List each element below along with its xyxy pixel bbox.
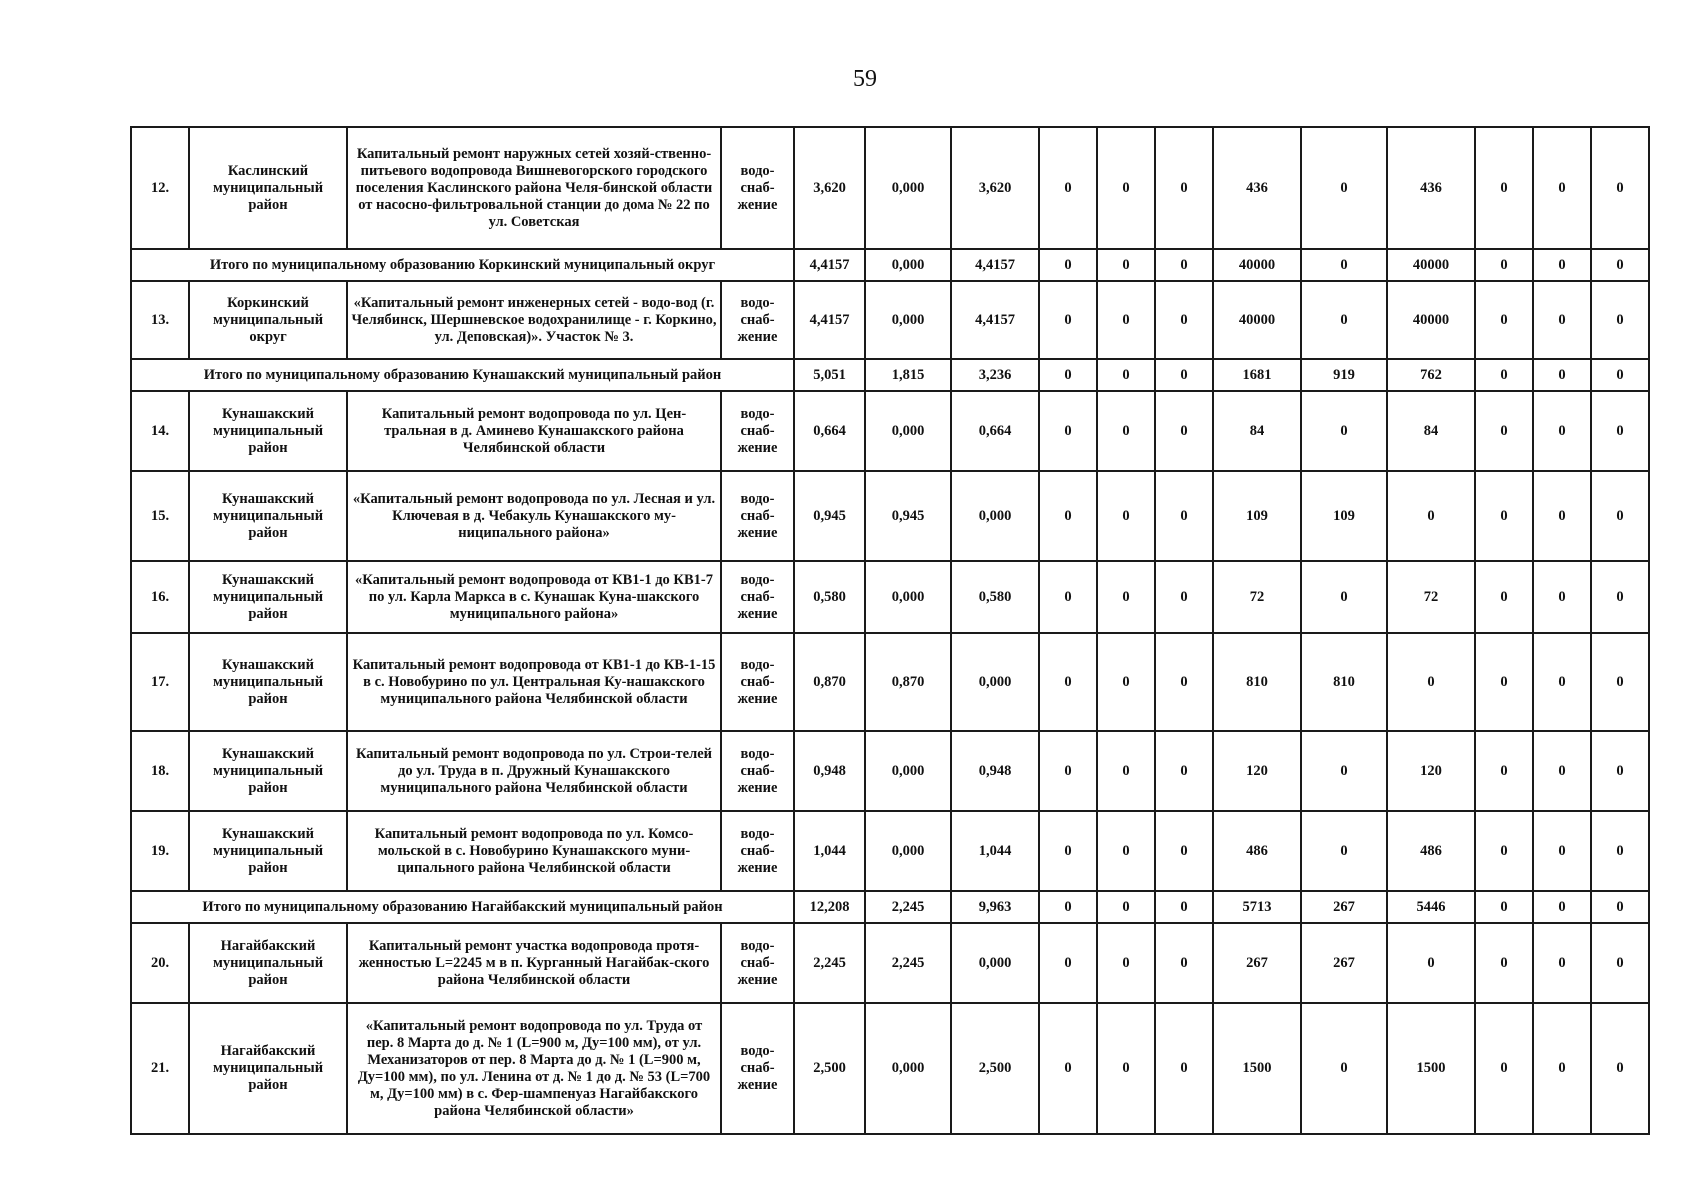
value-cell: 0 (1097, 359, 1155, 391)
municipality-name: Кунашакский муниципальный район (189, 811, 347, 891)
project-description: Капитальный ремонт водопровода по ул. Строи-телей до ул. Труда в п. Дружный Кунашакского муниципального района Челябинской области (347, 731, 721, 811)
value-cell: 0,870 (865, 633, 951, 731)
municipality-name: Каслинский муниципальный район (189, 127, 347, 249)
value-cell: 1681 (1213, 359, 1301, 391)
value-cell: 84 (1387, 391, 1475, 471)
infrastructure-type: водо-снаб-жение (721, 281, 794, 359)
value-cell: 0 (1155, 391, 1213, 471)
value-cell: 0 (1301, 731, 1387, 811)
table-row (131, 1003, 1649, 1134)
table-row (131, 561, 1649, 633)
value-cell: 40000 (1213, 281, 1301, 359)
value-cell: 0 (1039, 249, 1097, 281)
value-cell: 0,000 (865, 281, 951, 359)
infrastructure-type: водо-снаб-жение (721, 127, 794, 249)
infrastructure-type: водо-снаб-жение (721, 923, 794, 1003)
infrastructure-type: водо-снаб-жение (721, 471, 794, 561)
municipality-name: Кунашакский муниципальный район (189, 471, 347, 561)
value-cell: 0 (1591, 471, 1649, 561)
value-cell: 1500 (1213, 1003, 1301, 1134)
value-cell: 0 (1591, 249, 1649, 281)
municipality-name: Нагайбакский муниципальный район (189, 1003, 347, 1134)
value-cell: 0,580 (794, 561, 865, 633)
value-cell: 0 (1301, 281, 1387, 359)
value-cell: 0 (1475, 249, 1533, 281)
value-cell: 0 (1155, 281, 1213, 359)
value-cell: 267 (1213, 923, 1301, 1003)
value-cell: 0 (1155, 891, 1213, 923)
municipality-name: Кунашакский муниципальный район (189, 561, 347, 633)
value-cell: 0 (1533, 471, 1591, 561)
value-cell: 0 (1097, 811, 1155, 891)
value-cell: 0 (1591, 127, 1649, 249)
value-cell: 0 (1533, 359, 1591, 391)
value-cell: 267 (1301, 891, 1387, 923)
value-cell: 0 (1097, 561, 1155, 633)
value-cell: 1500 (1387, 1003, 1475, 1134)
value-cell: 40000 (1387, 281, 1475, 359)
value-cell: 0 (1591, 923, 1649, 1003)
row-number: 17. (131, 633, 189, 731)
value-cell: 0 (1039, 633, 1097, 731)
total-row (131, 249, 1649, 281)
value-cell: 0 (1155, 359, 1213, 391)
municipality-name: Кунашакский муниципальный район (189, 633, 347, 731)
value-cell: 0 (1097, 281, 1155, 359)
value-cell: 0 (1387, 923, 1475, 1003)
value-cell: 5713 (1213, 891, 1301, 923)
value-cell: 0 (1591, 391, 1649, 471)
value-cell: 0 (1039, 281, 1097, 359)
value-cell: 0 (1533, 731, 1591, 811)
table-row (131, 127, 1649, 249)
value-cell: 486 (1213, 811, 1301, 891)
value-cell: 0 (1533, 633, 1591, 731)
infrastructure-type: водо-снаб-жение (721, 561, 794, 633)
value-cell: 0 (1039, 1003, 1097, 1134)
table-row (131, 811, 1649, 891)
municipality-name: Кунашакский муниципальный район (189, 731, 347, 811)
municipality-name: Нагайбакский муниципальный район (189, 923, 347, 1003)
value-cell: 0 (1097, 471, 1155, 561)
value-cell: 486 (1387, 811, 1475, 891)
page-number: 59 (853, 66, 877, 92)
table-row (131, 281, 1649, 359)
value-cell: 0 (1533, 923, 1591, 1003)
value-cell: 0,945 (794, 471, 865, 561)
value-cell: 0 (1039, 891, 1097, 923)
value-cell: 3,620 (794, 127, 865, 249)
value-cell: 0 (1097, 249, 1155, 281)
value-cell: 120 (1213, 731, 1301, 811)
value-cell: 0 (1301, 249, 1387, 281)
value-cell: 3,620 (951, 127, 1039, 249)
value-cell: 810 (1301, 633, 1387, 731)
value-cell: 40000 (1387, 249, 1475, 281)
total-label: Итого по муниципальному образованию Коркинский муниципальный округ (131, 249, 794, 281)
row-number: 18. (131, 731, 189, 811)
value-cell: 0,000 (951, 471, 1039, 561)
total-label: Итого по муниципальному образованию Кунашакский муниципальный район (131, 359, 794, 391)
value-cell: 0 (1039, 359, 1097, 391)
value-cell: 0,000 (951, 633, 1039, 731)
infrastructure-type: водо-снаб-жение (721, 1003, 794, 1134)
value-cell: 0 (1475, 923, 1533, 1003)
value-cell: 436 (1387, 127, 1475, 249)
project-description: Капитальный ремонт водопровода от КВ1-1 до КВ-1-15 в с. Новобурино по ул. Центральная Ку-нашакского муниципального района Челябинской области (347, 633, 721, 731)
value-cell: 0 (1301, 391, 1387, 471)
value-cell: 810 (1213, 633, 1301, 731)
value-cell: 0 (1301, 561, 1387, 633)
value-cell: 0 (1301, 1003, 1387, 1134)
value-cell: 0 (1475, 127, 1533, 249)
value-cell: 0 (1591, 811, 1649, 891)
program-table (130, 126, 1650, 1135)
value-cell: 0 (1387, 471, 1475, 561)
value-cell: 436 (1213, 127, 1301, 249)
value-cell: 0 (1475, 891, 1533, 923)
value-cell: 0 (1533, 281, 1591, 359)
value-cell: 0 (1533, 249, 1591, 281)
value-cell: 0 (1591, 891, 1649, 923)
value-cell: 0,000 (865, 391, 951, 471)
value-cell: 0 (1591, 359, 1649, 391)
value-cell: 0 (1475, 811, 1533, 891)
value-cell: 0,000 (865, 811, 951, 891)
value-cell: 120 (1387, 731, 1475, 811)
value-cell: 0 (1533, 391, 1591, 471)
value-cell: 0 (1155, 249, 1213, 281)
value-cell: 0 (1155, 127, 1213, 249)
value-cell: 0 (1097, 391, 1155, 471)
table-row (131, 471, 1649, 561)
table-row (131, 391, 1649, 471)
value-cell: 0,948 (794, 731, 865, 811)
value-cell: 0,945 (865, 471, 951, 561)
table-row (131, 923, 1649, 1003)
value-cell: 72 (1387, 561, 1475, 633)
value-cell: 0,664 (794, 391, 865, 471)
value-cell: 0 (1475, 1003, 1533, 1134)
value-cell: 2,245 (794, 923, 865, 1003)
value-cell: 0 (1475, 561, 1533, 633)
value-cell: 0 (1155, 471, 1213, 561)
row-number: 21. (131, 1003, 189, 1134)
value-cell: 0 (1039, 471, 1097, 561)
value-cell: 1,044 (794, 811, 865, 891)
value-cell: 0 (1475, 633, 1533, 731)
value-cell: 84 (1213, 391, 1301, 471)
value-cell: 0 (1591, 1003, 1649, 1134)
value-cell: 0 (1475, 471, 1533, 561)
value-cell: 0,000 (865, 127, 951, 249)
table-row (131, 731, 1649, 811)
value-cell: 0,000 (865, 561, 951, 633)
value-cell: 0,948 (951, 731, 1039, 811)
value-cell: 0 (1475, 391, 1533, 471)
value-cell: 1,815 (865, 359, 951, 391)
project-description: «Капитальный ремонт водопровода по ул. Труда от пер. 8 Марта до д. № 1 (L=900 м, Ду=100 мм), от ул. Механизаторов от пер. 8 Марта до д. № 1 (L=900 м, Ду=100 мм), по ул. Ленина от д. № 1 до д. № 53 (L=700 м, Ду=100 мм) в с. Фер-шампенуаз Нагайбакского района Челябинской области» (347, 1003, 721, 1134)
value-cell: 12,208 (794, 891, 865, 923)
row-number: 12. (131, 127, 189, 249)
value-cell: 0 (1097, 633, 1155, 731)
value-cell: 0 (1097, 923, 1155, 1003)
value-cell: 0 (1039, 811, 1097, 891)
value-cell: 0 (1155, 923, 1213, 1003)
value-cell: 0 (1155, 561, 1213, 633)
value-cell: 0 (1301, 127, 1387, 249)
value-cell: 0,000 (865, 731, 951, 811)
value-cell: 109 (1301, 471, 1387, 561)
project-description: «Капитальный ремонт инженерных сетей - водо-вод (г. Челябинск, Шершневское водохранилище - г. Коркино, ул. Деповская)». Участок № 3. (347, 281, 721, 359)
value-cell: 0 (1039, 127, 1097, 249)
value-cell: 919 (1301, 359, 1387, 391)
total-row (131, 891, 1649, 923)
value-cell: 4,4157 (794, 249, 865, 281)
value-cell: 0 (1475, 359, 1533, 391)
value-cell: 0 (1533, 811, 1591, 891)
value-cell: 0 (1039, 391, 1097, 471)
value-cell: 0 (1591, 633, 1649, 731)
value-cell: 0 (1387, 633, 1475, 731)
value-cell: 2,245 (865, 891, 951, 923)
value-cell: 0,580 (951, 561, 1039, 633)
municipality-name: Кунашакский муниципальный район (189, 391, 347, 471)
value-cell: 0,870 (794, 633, 865, 731)
value-cell: 0 (1097, 731, 1155, 811)
value-cell: 109 (1213, 471, 1301, 561)
value-cell: 3,236 (951, 359, 1039, 391)
value-cell: 0 (1097, 1003, 1155, 1134)
value-cell: 0 (1475, 731, 1533, 811)
value-cell: 762 (1387, 359, 1475, 391)
total-row (131, 359, 1649, 391)
value-cell: 0 (1475, 281, 1533, 359)
value-cell: 0,664 (951, 391, 1039, 471)
value-cell: 0 (1155, 731, 1213, 811)
value-cell: 0 (1301, 811, 1387, 891)
row-number: 20. (131, 923, 189, 1003)
value-cell: 4,4157 (794, 281, 865, 359)
value-cell: 0 (1533, 891, 1591, 923)
value-cell: 0 (1533, 561, 1591, 633)
value-cell: 2,245 (865, 923, 951, 1003)
project-description: «Капитальный ремонт водопровода от КВ1-1 до КВ1-7 по ул. Карла Маркса в с. Кунашак Куна-шакского муниципального района» (347, 561, 721, 633)
total-label: Итого по муниципальному образованию Нагайбакский муниципальный район (131, 891, 794, 923)
value-cell: 2,500 (794, 1003, 865, 1134)
value-cell: 267 (1301, 923, 1387, 1003)
table-body (131, 127, 1649, 1134)
infrastructure-type: водо-снаб-жение (721, 633, 794, 731)
value-cell: 1,044 (951, 811, 1039, 891)
value-cell: 0 (1591, 731, 1649, 811)
value-cell: 4,4157 (951, 249, 1039, 281)
infrastructure-type: водо-снаб-жение (721, 391, 794, 471)
value-cell: 0 (1591, 281, 1649, 359)
row-number: 16. (131, 561, 189, 633)
project-description: Капитальный ремонт наружных сетей хозяй-ственно-питьевого водопровода Вишневогорского городского поселения Каслинского района Челя-бинской области от насосно-фильтровальной станции до дома № 22 по ул. Советская (347, 127, 721, 249)
project-description: «Капитальный ремонт водопровода по ул. Лесная и ул. Ключевая в д. Чебакуль Кунашакского му-ниципального района» (347, 471, 721, 561)
value-cell: 0,000 (865, 1003, 951, 1134)
row-number: 15. (131, 471, 189, 561)
project-description: Капитальный ремонт водопровода по ул. Цен-тральная в д. Аминево Кунашакского района Челябинской области (347, 391, 721, 471)
value-cell: 4,4157 (951, 281, 1039, 359)
value-cell: 5,051 (794, 359, 865, 391)
value-cell: 72 (1213, 561, 1301, 633)
value-cell: 0 (1039, 561, 1097, 633)
value-cell: 40000 (1213, 249, 1301, 281)
value-cell: 0 (1155, 811, 1213, 891)
value-cell: 0 (1155, 633, 1213, 731)
value-cell: 0 (1097, 127, 1155, 249)
value-cell: 2,500 (951, 1003, 1039, 1134)
infrastructure-type: водо-снаб-жение (721, 811, 794, 891)
row-number: 14. (131, 391, 189, 471)
table-row (131, 633, 1649, 731)
infrastructure-type: водо-снаб-жение (721, 731, 794, 811)
value-cell: 0 (1039, 731, 1097, 811)
municipality-name: Коркинский муниципальный округ (189, 281, 347, 359)
value-cell: 9,963 (951, 891, 1039, 923)
value-cell: 0 (1591, 561, 1649, 633)
row-number: 19. (131, 811, 189, 891)
value-cell: 0 (1533, 127, 1591, 249)
project-description: Капитальный ремонт участка водопровода протя-женностью L=2245 м в п. Курганный Нагайбак-ского района Челябинской области (347, 923, 721, 1003)
project-description: Капитальный ремонт водопровода по ул. Комсо-мольской в с. Новобурино Кунашакского муни-ципального района Челябинской области (347, 811, 721, 891)
value-cell: 0,000 (865, 249, 951, 281)
value-cell: 0,000 (951, 923, 1039, 1003)
value-cell: 0 (1155, 1003, 1213, 1134)
value-cell: 0 (1533, 1003, 1591, 1134)
value-cell: 0 (1097, 891, 1155, 923)
row-number: 13. (131, 281, 189, 359)
value-cell: 0 (1039, 923, 1097, 1003)
value-cell: 5446 (1387, 891, 1475, 923)
